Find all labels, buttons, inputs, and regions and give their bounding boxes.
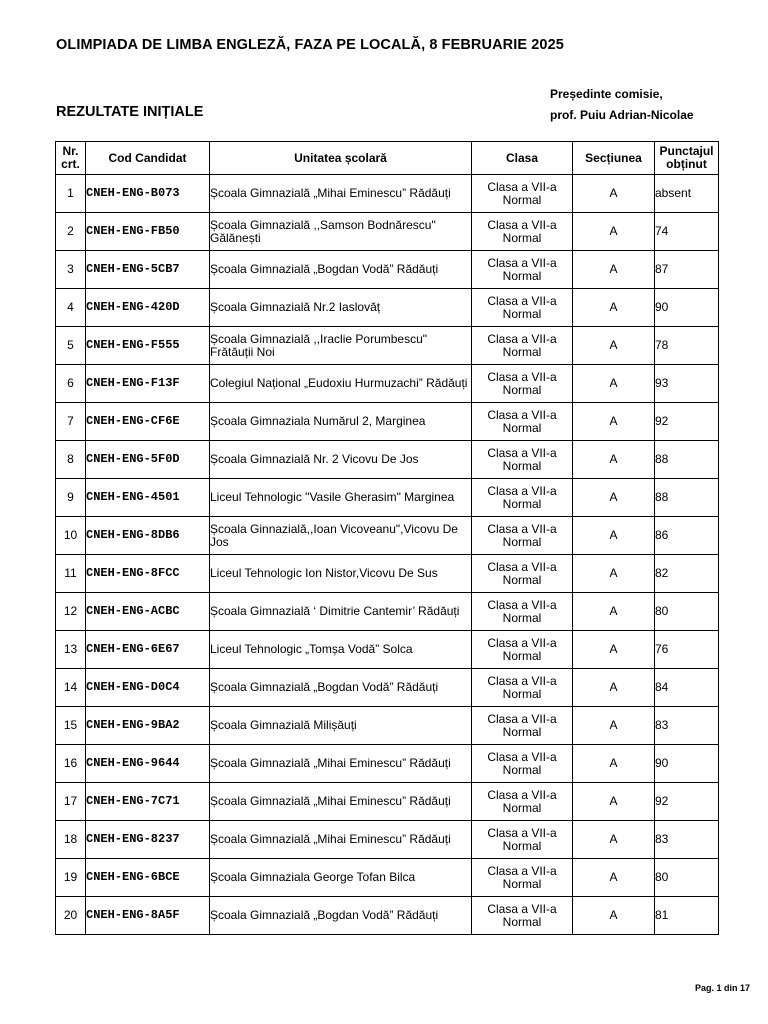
cell-school: Liceul Tehnologic "Vasile Gherasim" Marginea bbox=[210, 479, 472, 517]
cell-class: Clasa a VII-a Normal bbox=[472, 327, 573, 365]
table-row bbox=[56, 213, 719, 251]
cell-candidate-code: CNEH-ENG-7C71 bbox=[86, 783, 210, 821]
table-row bbox=[56, 821, 719, 859]
cell-section: A bbox=[573, 821, 655, 859]
cell-class: Clasa a VII-a Normal bbox=[472, 403, 573, 441]
commission-president bbox=[499, 84, 699, 126]
header-score: Punctajul obținut bbox=[655, 142, 719, 175]
cell-class: Clasa a VII-a Normal bbox=[472, 745, 573, 783]
cell-nr: 6 bbox=[56, 365, 86, 403]
cell-class: Clasa a VII-a Normal bbox=[472, 631, 573, 669]
cell-score: 86 bbox=[655, 517, 719, 555]
cell-school: Școala Gimnazială ,,Iraclie Porumbescu" Frătăuții Noi bbox=[210, 327, 472, 365]
cell-class: Clasa a VII-a Normal bbox=[472, 213, 573, 251]
cell-section: A bbox=[573, 479, 655, 517]
cell-class: Clasa a VII-a Normal bbox=[472, 289, 573, 327]
cell-school: Școala Gimnazială „Bogdan Vodă” Rădăuți bbox=[210, 897, 472, 935]
cell-section: A bbox=[573, 707, 655, 745]
cell-score: 88 bbox=[655, 441, 719, 479]
table-row bbox=[56, 859, 719, 897]
cell-score: 84 bbox=[655, 669, 719, 707]
cell-section: A bbox=[573, 517, 655, 555]
cell-section: A bbox=[573, 745, 655, 783]
cell-section: A bbox=[573, 175, 655, 213]
cell-school: Școala Gimnazială Milișăuți bbox=[210, 707, 472, 745]
cell-candidate-code: CNEH-ENG-B073 bbox=[86, 175, 210, 213]
cell-candidate-code: CNEH-ENG-8237 bbox=[86, 821, 210, 859]
cell-candidate-code: CNEH-ENG-5F0D bbox=[86, 441, 210, 479]
cell-class: Clasa a VII-a Normal bbox=[472, 707, 573, 745]
cell-section: A bbox=[573, 289, 655, 327]
cell-class: Clasa a VII-a Normal bbox=[472, 859, 573, 897]
cell-nr: 11 bbox=[56, 555, 86, 593]
cell-score: 82 bbox=[655, 555, 719, 593]
cell-school: Școala Gimnazială „Mihai Eminescu” Rădăuți bbox=[210, 745, 472, 783]
table-row bbox=[56, 669, 719, 707]
table-row bbox=[56, 327, 719, 365]
president-name: prof. Puiu Adrian-Nicolae bbox=[550, 108, 694, 122]
cell-score: 83 bbox=[655, 821, 719, 859]
cell-candidate-code: CNEH-ENG-420D bbox=[86, 289, 210, 327]
table-row bbox=[56, 783, 719, 821]
cell-school: Liceul Tehnologic „Tomșa Vodă” Solca bbox=[210, 631, 472, 669]
cell-class: Clasa a VII-a Normal bbox=[472, 365, 573, 403]
header-section: Secțiunea bbox=[573, 142, 655, 175]
cell-class: Clasa a VII-a Normal bbox=[472, 593, 573, 631]
table-row bbox=[56, 289, 719, 327]
table-row bbox=[56, 593, 719, 631]
cell-score: 92 bbox=[655, 783, 719, 821]
cell-score: 92 bbox=[655, 403, 719, 441]
table-row bbox=[56, 745, 719, 783]
cell-school: Școala Gimnazială ‘ Dimitrie Cantemir’ Rădăuți bbox=[210, 593, 472, 631]
cell-class: Clasa a VII-a Normal bbox=[472, 175, 573, 213]
cell-candidate-code: CNEH-ENG-5CB7 bbox=[86, 251, 210, 289]
cell-nr: 18 bbox=[56, 821, 86, 859]
cell-nr: 8 bbox=[56, 441, 86, 479]
cell-score: 78 bbox=[655, 327, 719, 365]
cell-score: 93 bbox=[655, 365, 719, 403]
cell-score: 90 bbox=[655, 745, 719, 783]
cell-school: Școala Gimnazială Nr. 2 Vicovu De Jos bbox=[210, 441, 472, 479]
cell-candidate-code: CNEH-ENG-F13F bbox=[86, 365, 210, 403]
cell-section: A bbox=[573, 555, 655, 593]
cell-candidate-code: CNEH-ENG-6E67 bbox=[86, 631, 210, 669]
cell-candidate-code: CNEH-ENG-9BA2 bbox=[86, 707, 210, 745]
document-title: OLIMPIADA DE LIMBA ENGLEZĂ, FAZA PE LOCALĂ, 8 FEBRUARIE 2025 bbox=[56, 37, 564, 53]
cell-score: 83 bbox=[655, 707, 719, 745]
cell-score: 74 bbox=[655, 213, 719, 251]
cell-nr: 4 bbox=[56, 289, 86, 327]
cell-school: Colegiul Național „Eudoxiu Hurmuzachi” Rădăuți bbox=[210, 365, 472, 403]
cell-candidate-code: CNEH-ENG-8A5F bbox=[86, 897, 210, 935]
header-school: Unitatea școlară bbox=[210, 142, 472, 175]
cell-class: Clasa a VII-a Normal bbox=[472, 479, 573, 517]
cell-candidate-code: CNEH-ENG-8DB6 bbox=[86, 517, 210, 555]
cell-candidate-code: CNEH-ENG-FB50 bbox=[86, 213, 210, 251]
cell-score: 87 bbox=[655, 251, 719, 289]
cell-school: Școala Gimnazială „Mihai Eminescu” Rădăuți bbox=[210, 783, 472, 821]
cell-section: A bbox=[573, 251, 655, 289]
cell-class: Clasa a VII-a Normal bbox=[472, 897, 573, 935]
cell-nr: 13 bbox=[56, 631, 86, 669]
cell-candidate-code: CNEH-ENG-9644 bbox=[86, 745, 210, 783]
cell-section: A bbox=[573, 441, 655, 479]
cell-candidate-code: CNEH-ENG-ACBC bbox=[86, 593, 210, 631]
cell-nr: 15 bbox=[56, 707, 86, 745]
cell-school: Școala Gimnazială „Bogdan Vodă” Rădăuți bbox=[210, 251, 472, 289]
cell-nr: 16 bbox=[56, 745, 86, 783]
cell-nr: 7 bbox=[56, 403, 86, 441]
cell-score: 80 bbox=[655, 859, 719, 897]
cell-section: A bbox=[573, 783, 655, 821]
cell-nr: 12 bbox=[56, 593, 86, 631]
page-number: Pag. 1 din 17 bbox=[694, 983, 750, 993]
cell-score: 81 bbox=[655, 897, 719, 935]
cell-candidate-code: CNEH-ENG-CF6E bbox=[86, 403, 210, 441]
cell-class: Clasa a VII-a Normal bbox=[472, 555, 573, 593]
results-table bbox=[55, 141, 719, 935]
cell-section: A bbox=[573, 897, 655, 935]
cell-candidate-code: CNEH-ENG-8FCC bbox=[86, 555, 210, 593]
table-row bbox=[56, 517, 719, 555]
cell-class: Clasa a VII-a Normal bbox=[472, 669, 573, 707]
cell-class: Clasa a VII-a Normal bbox=[472, 251, 573, 289]
table-row bbox=[56, 251, 719, 289]
cell-section: A bbox=[573, 327, 655, 365]
cell-score: 80 bbox=[655, 593, 719, 631]
cell-school: Școala Gimnazială „Mihai Eminescu” Rădăuți bbox=[210, 175, 472, 213]
header-class: Clasa bbox=[472, 142, 573, 175]
cell-class: Clasa a VII-a Normal bbox=[472, 821, 573, 859]
cell-candidate-code: CNEH-ENG-6BCE bbox=[86, 859, 210, 897]
cell-nr: 20 bbox=[56, 897, 86, 935]
header-code: Cod Candidat bbox=[86, 142, 210, 175]
cell-candidate-code: CNEH-ENG-F555 bbox=[86, 327, 210, 365]
cell-school: Liceul Tehnologic Ion Nistor,Vicovu De Sus bbox=[210, 555, 472, 593]
table-row bbox=[56, 897, 719, 935]
cell-section: A bbox=[573, 631, 655, 669]
document-subtitle: REZULTATE INIȚIALE bbox=[56, 104, 204, 120]
cell-nr: 3 bbox=[56, 251, 86, 289]
cell-class: Clasa a VII-a Normal bbox=[472, 517, 573, 555]
table-row bbox=[56, 631, 719, 669]
table-header-row bbox=[56, 142, 719, 175]
cell-school: Școala Gimnazială ,,Samson Bodnărescu" Gălănești bbox=[210, 213, 472, 251]
cell-candidate-code: CNEH-ENG-D0C4 bbox=[86, 669, 210, 707]
cell-nr: 5 bbox=[56, 327, 86, 365]
cell-school: Școala Gimnazială Nr.2 Iaslovăț bbox=[210, 289, 472, 327]
cell-section: A bbox=[573, 365, 655, 403]
table-row bbox=[56, 479, 719, 517]
cell-score: 88 bbox=[655, 479, 719, 517]
table-row bbox=[56, 555, 719, 593]
table-row bbox=[56, 365, 719, 403]
cell-school: Școala Gimnaziala George Tofan Bilca bbox=[210, 859, 472, 897]
cell-school: Școala Gimnazială „Bogdan Vodă” Rădăuți bbox=[210, 669, 472, 707]
cell-nr: 2 bbox=[56, 213, 86, 251]
table-row bbox=[56, 403, 719, 441]
cell-class: Clasa a VII-a Normal bbox=[472, 441, 573, 479]
cell-nr: 17 bbox=[56, 783, 86, 821]
cell-candidate-code: CNEH-ENG-4501 bbox=[86, 479, 210, 517]
president-role: Președinte comisie, bbox=[550, 87, 663, 101]
cell-nr: 9 bbox=[56, 479, 86, 517]
cell-section: A bbox=[573, 213, 655, 251]
cell-score: absent bbox=[655, 175, 719, 213]
cell-nr: 1 bbox=[56, 175, 86, 213]
cell-score: 76 bbox=[655, 631, 719, 669]
table-row bbox=[56, 175, 719, 213]
cell-nr: 14 bbox=[56, 669, 86, 707]
cell-section: A bbox=[573, 859, 655, 897]
cell-section: A bbox=[573, 669, 655, 707]
cell-school: Școala Ginnazială,,Ioan Vicoveanu",Vicovu De Jos bbox=[210, 517, 472, 555]
cell-section: A bbox=[573, 403, 655, 441]
cell-school: Școala Gimnaziala Numărul 2, Marginea bbox=[210, 403, 472, 441]
header-nr: Nr. crt. bbox=[56, 142, 86, 175]
cell-class: Clasa a VII-a Normal bbox=[472, 783, 573, 821]
table-row bbox=[56, 707, 719, 745]
cell-score: 90 bbox=[655, 289, 719, 327]
cell-school: Școala Gimnazială „Mihai Eminescu” Rădăuți bbox=[210, 821, 472, 859]
table-row bbox=[56, 441, 719, 479]
cell-nr: 19 bbox=[56, 859, 86, 897]
cell-section: A bbox=[573, 593, 655, 631]
cell-nr: 10 bbox=[56, 517, 86, 555]
